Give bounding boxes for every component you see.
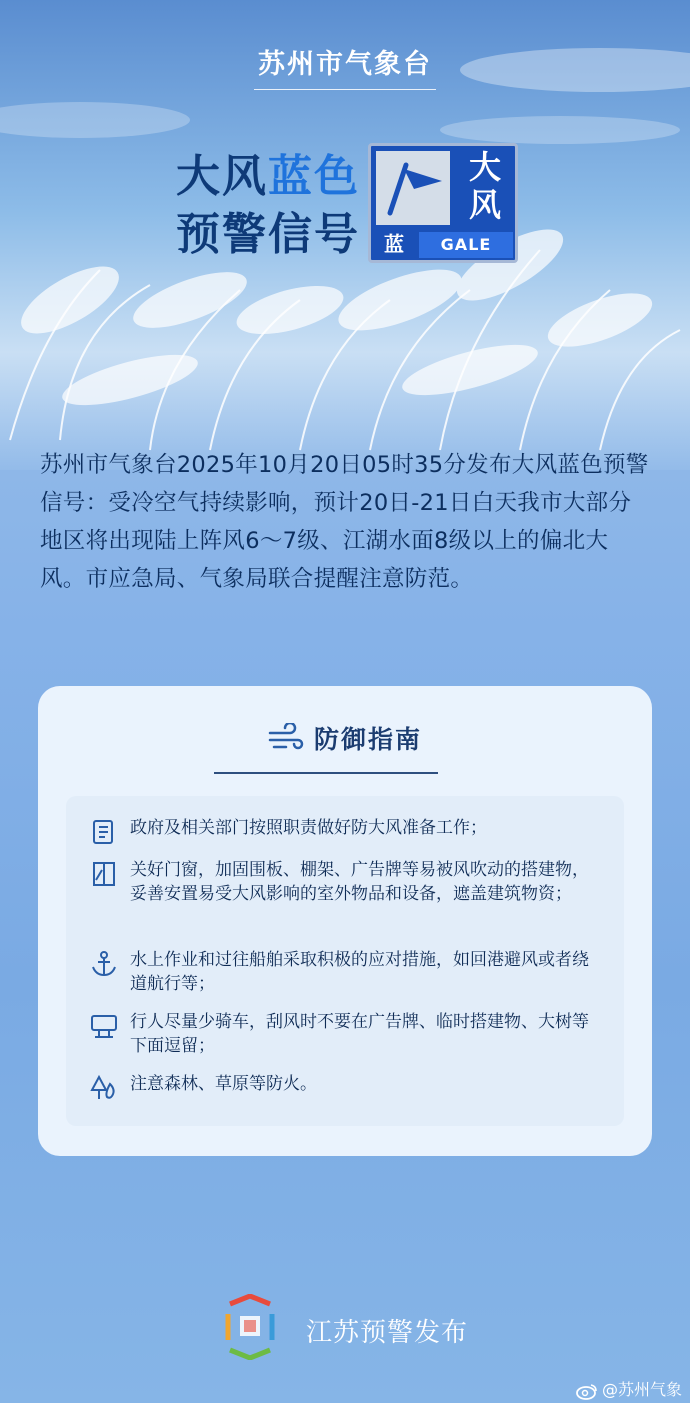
watermark-text: @苏州气象 (601, 1380, 682, 1399)
guide-item-text: 政府及相关部门按照职责做好防大风准备工作； (130, 818, 487, 838)
defense-guide-card (38, 686, 652, 1156)
warning-title (176, 148, 360, 264)
title-highlight: 蓝色 (268, 151, 360, 202)
wind-flag-icon (376, 151, 450, 225)
guide-title-underline (214, 772, 438, 774)
announcement-text: 苏州市气象台2025年10月20日05时35分发布大风蓝色预警信号：受冷空气持续影响，预计20日-21日白天我市大部分地区将出现陆上阵风6～7级、江湖水面8级以上的偏北大风。市应急局、气象局联合提醒注意防范。 (40, 452, 649, 592)
signal-code: GALE (419, 232, 513, 258)
title-prefix: 大风 (176, 151, 268, 202)
title-line-2: 预警信号 (176, 209, 360, 260)
signal-level-char: 蓝 (384, 232, 404, 256)
guide-title: 防御指南 (313, 725, 422, 754)
wind-icon (268, 723, 304, 753)
guide-header (38, 720, 652, 756)
org-header (0, 42, 690, 90)
jiangsu-warning-logo (222, 1294, 278, 1360)
window-icon (90, 860, 118, 888)
forest-fire-icon (90, 1074, 118, 1102)
signal-character: 大 风 (468, 148, 501, 224)
weibo-watermark (576, 1377, 682, 1400)
billboard-icon (90, 1012, 118, 1040)
guide-list (66, 796, 624, 1126)
guide-item-text: 注意森林、草原等防火。 (130, 1074, 317, 1094)
weibo-icon (576, 1382, 598, 1400)
title-line-1 (176, 148, 360, 206)
document-icon (90, 818, 118, 846)
anchor-icon (90, 950, 118, 978)
guide-item-text: 关好门窗，加固围板、棚架、广告牌等易被风吹动的搭建物，妥善安置易受大风影响的室外物品和设备，遮盖建筑物资； (130, 860, 589, 904)
gale-signal-icon (368, 143, 518, 263)
guide-item-text: 水上作业和过往船舶采取积极的应对措施，如回港避风或者绕道航行等； (130, 950, 589, 994)
guide-item-text: 行人尽量少骑车，刮风时不要在广告牌、临时搭建物、大树等下面逗留； (130, 1012, 589, 1056)
footer-brand: 江苏预警发布 (306, 1318, 469, 1348)
org-name: 苏州市气象台 (254, 42, 436, 90)
